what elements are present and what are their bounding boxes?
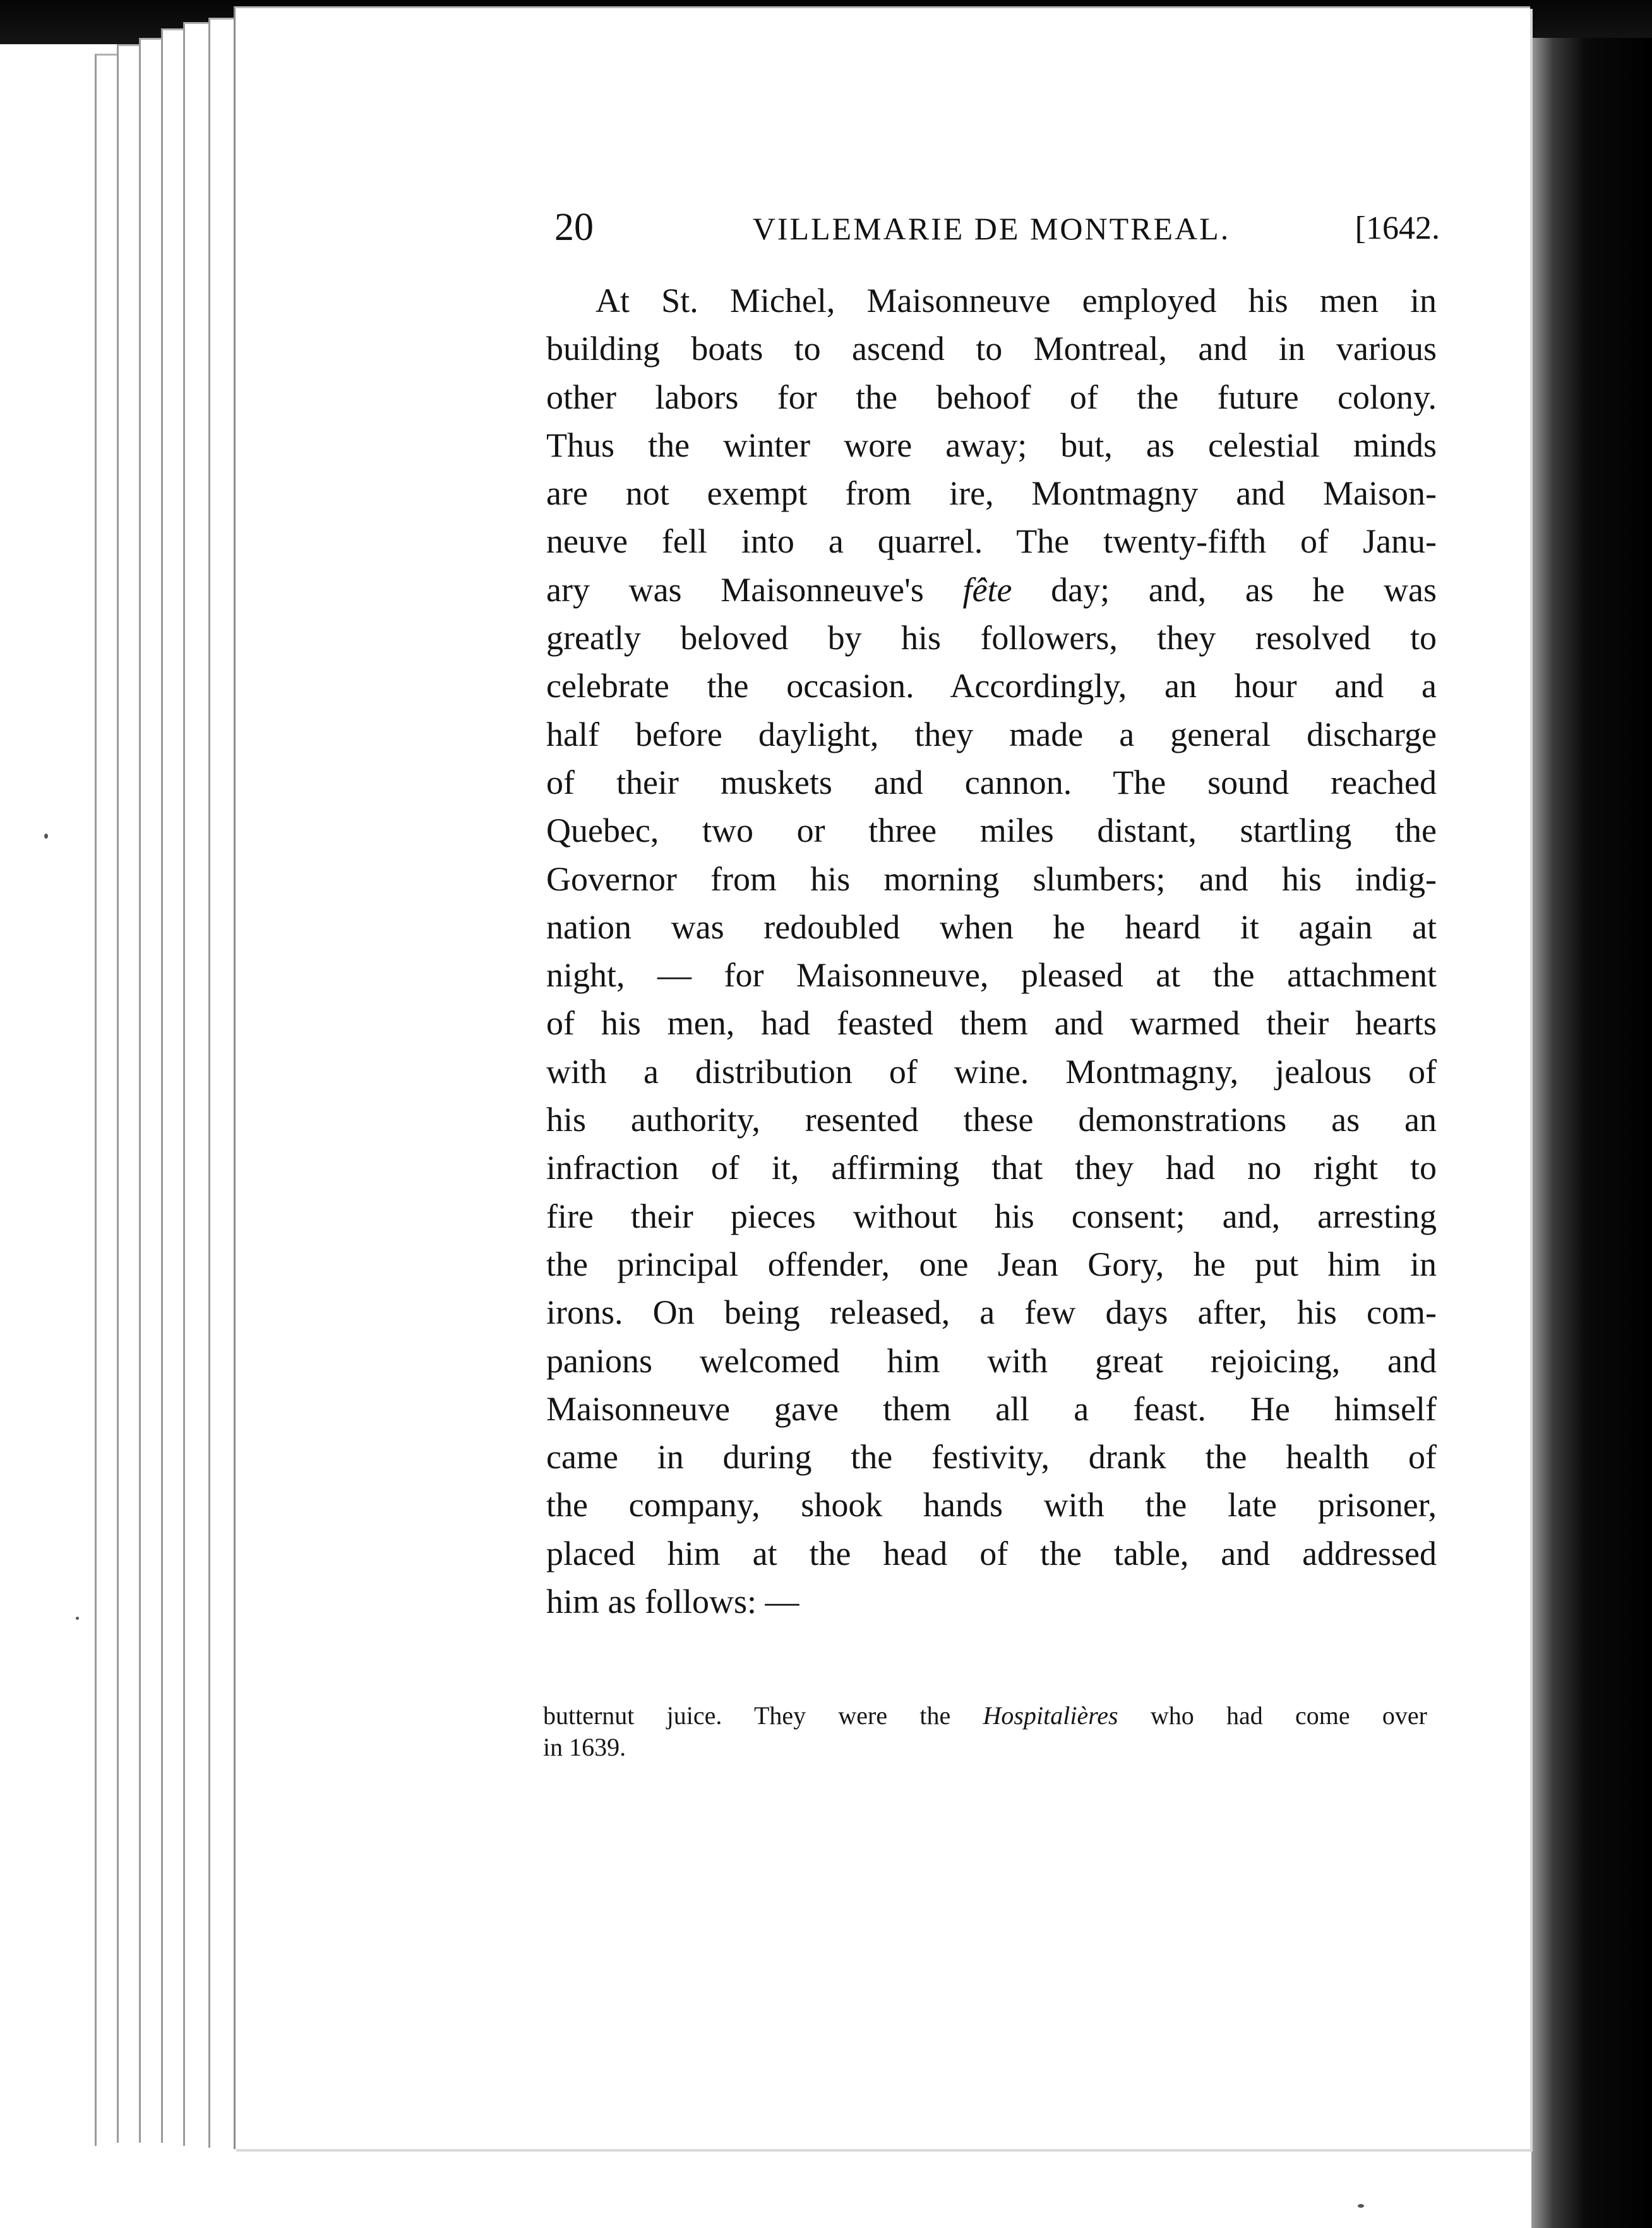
page-edge: [208, 18, 236, 2148]
text-segment: butternut juice. They were the: [543, 1701, 951, 1730]
text-line: fire their pieces without his consent; and, arresting: [546, 1197, 1437, 1235]
text-line: celebrate the occasion. Accordingly, an hour and a: [546, 667, 1437, 705]
text-line: neuve fell into a quarrel. The twenty-fifth of Janu-: [546, 522, 1437, 561]
text-line: [546, 566, 1437, 614]
text-line: nation was redoubled when he heard it again at: [546, 907, 1437, 946]
italic-word: fête: [962, 570, 1012, 609]
footnote-line: in 1639.: [543, 1733, 626, 1761]
text-line: greatly beloved by his followers, they resolved to: [546, 619, 1437, 657]
text-line: building boats to ascend to Montreal, and in various: [546, 330, 1437, 368]
text-line: irons. On being released, a few days after, his com-: [546, 1293, 1437, 1332]
text-line: night, — for Maisonneuve, pleased at the attachment: [546, 956, 1437, 995]
text-line: him as follows: —: [546, 1583, 799, 1621]
text-segment: ary was Maisonneuve's: [546, 570, 924, 609]
text-line: his authority, resented these demonstrations as an: [546, 1101, 1437, 1139]
page-number: 20: [554, 206, 594, 249]
text-line: came in during the festivity, drank the health of: [546, 1438, 1437, 1476]
text-line: Maisonneuve gave them all a feast. He himself: [546, 1389, 1437, 1428]
body-text: [546, 277, 1437, 1626]
running-year: [1642.: [1355, 210, 1440, 246]
scan-speck: [76, 1617, 79, 1620]
text-line: other labors for the behoof of the future colony.: [546, 378, 1437, 416]
scan-speck: [44, 834, 48, 839]
text-line: of his men, had feasted them and warmed their hearts: [546, 1004, 1437, 1043]
text-line: infraction of it, affirming that they had no right to: [546, 1149, 1437, 1187]
italic-word: Hospitalières: [983, 1701, 1118, 1730]
text-line: of their muskets and cannon. The sound reached: [546, 763, 1437, 801]
running-head: [543, 202, 1440, 253]
text-line: are not exempt from ire, Montmagny and Maison-: [546, 474, 1437, 513]
text-line: At St. Michel, Maisonneuve employed his men in: [596, 282, 1437, 320]
text-line: placed him at the head of the table, and addressed: [546, 1534, 1437, 1572]
page-edge: [183, 22, 210, 2146]
text-line: the company, shook hands with the late prisoner,: [546, 1486, 1437, 1524]
text-line: Quebec, two or three miles distant, startling the: [546, 812, 1437, 850]
scan-border-right: [1531, 38, 1652, 2228]
text-segment: who had come over: [1150, 1701, 1427, 1730]
text-segment: day; and, as he was: [1051, 570, 1437, 609]
text-line: the principal offender, one Jean Gory, he put him in: [546, 1245, 1437, 1283]
scan-speck: [1358, 2204, 1364, 2208]
text-line: panions welcomed him with great rejoicing, and: [546, 1341, 1437, 1380]
text-line: Thus the winter wore away; but, as celestial minds: [546, 426, 1437, 464]
text-line: with a distribution of wine. Montmagny, jealous of: [546, 1052, 1437, 1091]
footnote-line: [543, 1700, 1427, 1732]
text-line: half before daylight, they made a general discharge: [546, 715, 1437, 753]
footnote: [543, 1700, 1427, 1763]
text-line: Governor from his morning slumbers; and his indig-: [546, 859, 1437, 898]
running-title: VILLEMARIE DE MONTREAL.: [752, 211, 1231, 246]
